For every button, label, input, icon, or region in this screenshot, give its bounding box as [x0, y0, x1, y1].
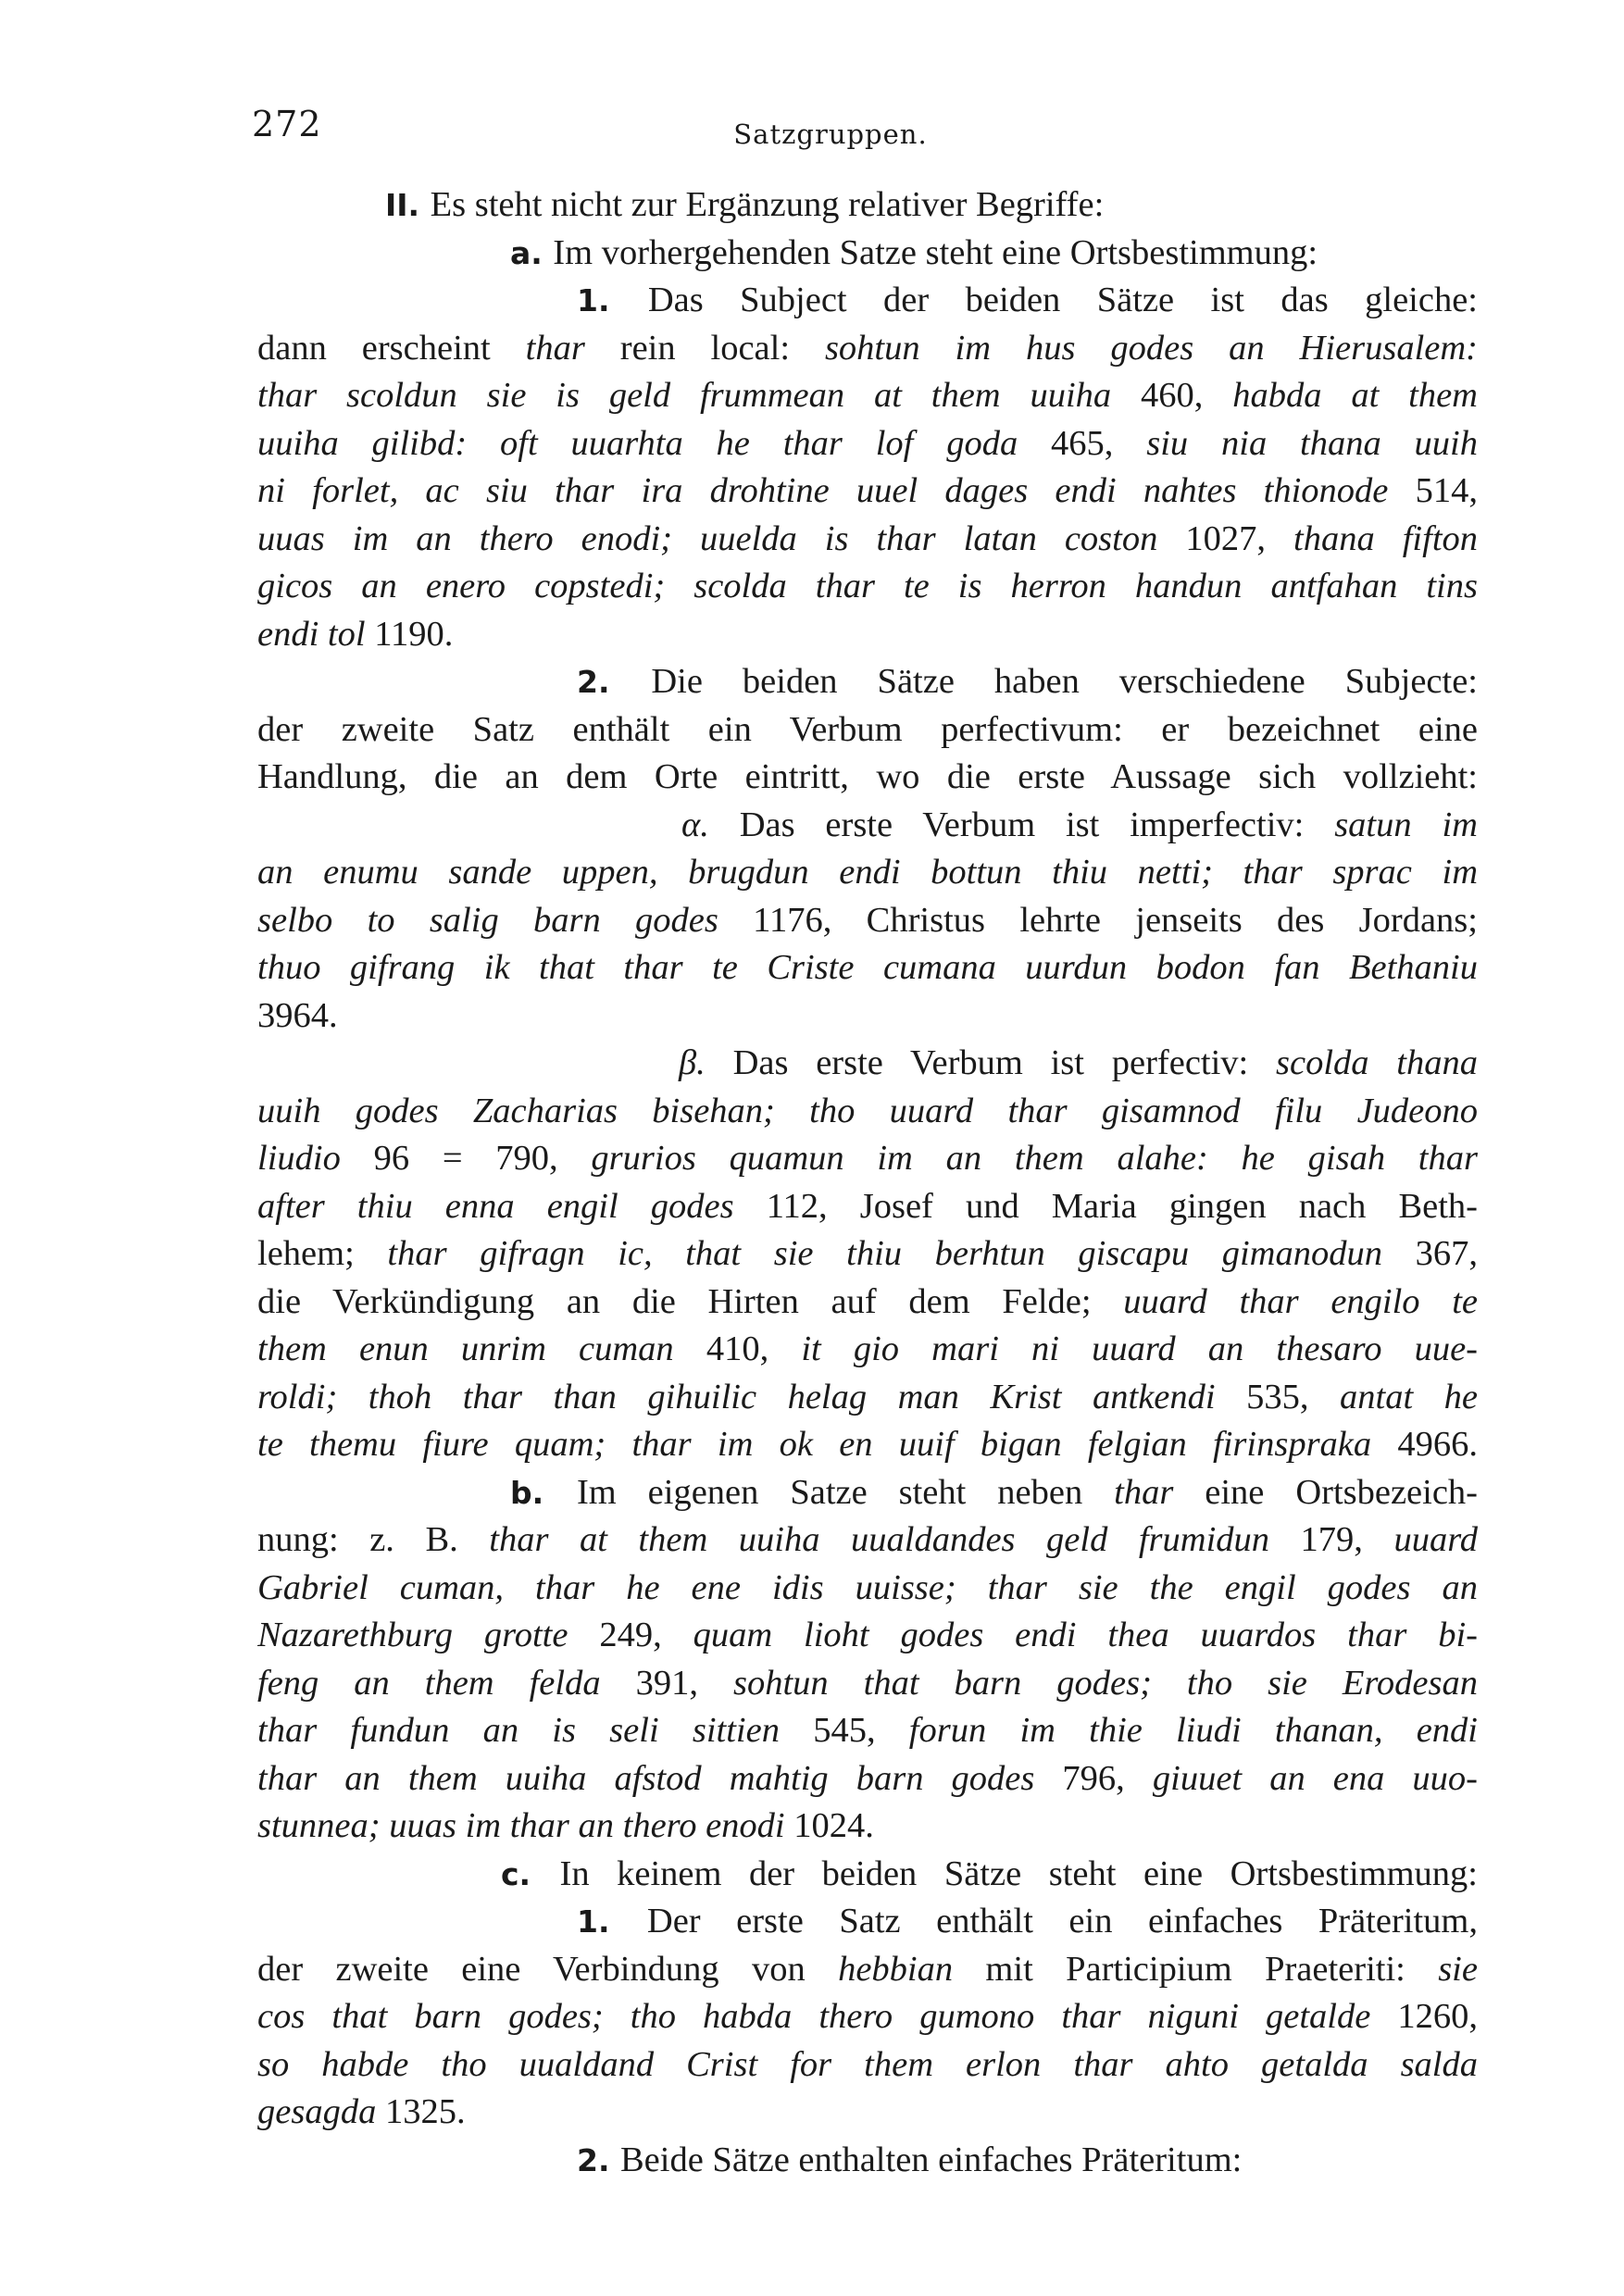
- text-segment: Nazarethburg grotte: [257, 1616, 568, 1654]
- text-segment: antat he: [1340, 1377, 1478, 1416]
- running-head: Satzgruppen.: [733, 119, 928, 150]
- text-segment: 391,: [600, 1663, 733, 1703]
- text-line: [257, 1279, 1478, 1327]
- text-line: [257, 1993, 1478, 2041]
- text-segment: gicos an enero copstedi; scolda thar te is herron handun antfahan tins: [257, 567, 1478, 605]
- text-segment: them enun unrim cuman: [257, 1329, 674, 1368]
- text-segment: 1027,: [1157, 518, 1294, 558]
- text-segment: In keinem der beiden Sätze steht eine Ortsbestimmung:: [559, 1853, 1478, 1893]
- text-segment: siu nia thana uuih: [1146, 423, 1478, 463]
- text-line: [257, 372, 1478, 420]
- text-segment: an enumu sande uppen, brugdun endi bottun thiu netti; thar sprac im: [257, 853, 1478, 892]
- text-segment: so habde tho uualdand Crist for them erlon thar ahto getalda salda: [257, 2044, 1478, 2084]
- text-segment: 112, Josef und Maria gingen nach Beth-: [733, 1186, 1478, 1226]
- text-segment: 367,: [1382, 1234, 1478, 1273]
- section-label: 2.: [577, 2141, 620, 2178]
- text-segment: satun im: [1334, 805, 1478, 844]
- text-segment: habda at them: [1232, 376, 1478, 415]
- text-segment: 1325.: [376, 2092, 466, 2131]
- text-segment: it gio mari ni uuard an thesaro uue-: [801, 1329, 1478, 1368]
- text-segment: roldi; thoh thar than gihuilic helag man Krist antkendi: [257, 1377, 1216, 1416]
- text-line: [257, 1469, 1478, 1517]
- text-segment: after thiu enna engil godes: [257, 1186, 734, 1226]
- text-segment: hebbian: [838, 1949, 954, 1989]
- text-segment: 514,: [1388, 471, 1478, 510]
- text-segment: Das erste Verbum ist imperfectiv:: [739, 805, 1335, 844]
- text-segment: thuo gifrang ik that thar te Criste cumana uurdun bodon fan Bethaniu: [257, 948, 1478, 987]
- text-segment: giuuet an ena uuo-: [1152, 1758, 1478, 1798]
- text-segment: Gabriel cuman, thar he ene idis uuisse; thar sie the engil godes an: [257, 1567, 1478, 1607]
- text-segment: thar fundun an is seli sittien: [257, 1711, 780, 1750]
- text-line: [257, 1612, 1478, 1660]
- text-segment: Handlung, die an dem Orte eintritt, wo die erste Aussage sich vollzieht:: [257, 757, 1478, 796]
- text-segment: der zweite Satz enthält ein Verbum perfectivum: er bezeichnet eine: [257, 709, 1478, 749]
- text-line: [257, 516, 1478, 564]
- text-line: [257, 1565, 1478, 1613]
- text-segment: 460,: [1111, 376, 1233, 415]
- text-segment: forun im thie liudi thanan, endi: [908, 1711, 1478, 1750]
- text-segment: 4966.: [1371, 1425, 1478, 1464]
- text-segment: quam lioht godes endi thea uuardos thar bi-: [693, 1616, 1478, 1654]
- page-number: 272: [252, 104, 322, 144]
- text-segment: thar gifragn ic, that sie thiu berhtun giscapu gimanodun: [387, 1234, 1382, 1273]
- text-segment: 179,: [1269, 1520, 1394, 1559]
- text-line: [257, 849, 1478, 897]
- text-line: [257, 992, 1478, 1041]
- text-segment: Im vorhergehenden Satze steht eine Ortsbestimmung:: [553, 232, 1318, 272]
- section-label: 1.: [577, 1903, 647, 1940]
- body-text: [257, 181, 1478, 2184]
- text-line: [257, 897, 1478, 945]
- text-line: [257, 1516, 1478, 1565]
- text-segment: liudio: [257, 1139, 341, 1178]
- text-segment: eine Ortsbezeich-: [1173, 1472, 1478, 1512]
- text-line: [257, 1898, 1478, 1946]
- text-segment: thar at them uuiha uualdandes geld frumidun: [489, 1520, 1270, 1559]
- text-line: [257, 181, 1478, 230]
- text-segment: 1190.: [365, 614, 454, 654]
- text-segment: lehem;: [257, 1234, 388, 1273]
- text-line: [257, 1660, 1478, 1708]
- text-line: [257, 611, 1478, 659]
- text-line: [257, 754, 1478, 802]
- text-segment: der zweite eine Verbindung von: [257, 1949, 839, 1989]
- text-line: [257, 658, 1478, 706]
- text-segment: rein local:: [584, 328, 825, 368]
- text-segment: 410,: [673, 1329, 802, 1368]
- text-segment: scolda thana: [1276, 1043, 1478, 1082]
- text-line: [257, 230, 1478, 278]
- text-line: [257, 563, 1478, 611]
- text-segment: nung: z. B.: [257, 1520, 490, 1559]
- text-segment: Der erste Satz enthält ein einfaches Präteritum,: [646, 1902, 1478, 1940]
- text-segment: α.: [681, 805, 740, 844]
- text-line: [257, 1183, 1478, 1231]
- text-segment: sohtun that barn godes; tho sie Erodesan: [732, 1663, 1478, 1703]
- text-segment: 545,: [779, 1711, 909, 1750]
- text-segment: stunnea; uuas im thar an thero enodi: [257, 1806, 785, 1845]
- section-label: b.: [510, 1474, 577, 1511]
- text-segment: uuas im an thero enodi; uuelda is thar latan coston: [257, 518, 1158, 558]
- text-line: [257, 1421, 1478, 1469]
- section-label: 1.: [577, 282, 648, 318]
- text-segment: sie: [1438, 1949, 1478, 1989]
- text-segment: grurios quamun im an them alahe: he gisah thar: [591, 1139, 1478, 1178]
- text-segment: 96 = 790,: [340, 1139, 592, 1178]
- text-line: [257, 1088, 1478, 1136]
- text-segment: thar an them uuiha afstod mahtig barn godes: [257, 1758, 1035, 1798]
- text-segment: Das erste Verbum ist perfectiv:: [732, 1043, 1277, 1082]
- text-line: [257, 944, 1478, 992]
- text-line: [257, 2041, 1478, 2090]
- section-label: a.: [510, 234, 554, 271]
- text-line: [257, 2137, 1478, 2185]
- text-line: [257, 1707, 1478, 1755]
- text-segment: selbo to salig barn godes: [257, 900, 718, 940]
- text-segment: gesagda: [257, 2092, 377, 2131]
- text-line: [257, 1040, 1478, 1088]
- text-segment: sohtun im hus godes an Hierusalem:: [824, 328, 1478, 368]
- section-label: c.: [501, 1855, 560, 1892]
- text-segment: uuiha gilibd: oft uuarhta he thar lof goda: [257, 423, 1018, 463]
- text-segment: 465,: [1018, 423, 1147, 463]
- text-line: [257, 325, 1478, 373]
- text-segment: te themu fiure quam; thar im ok en uuif bigan felgian firinspraka: [257, 1425, 1372, 1464]
- text-line: [257, 802, 1478, 850]
- text-line: [257, 1135, 1478, 1183]
- text-line: [257, 1851, 1478, 1899]
- text-segment: uuard: [1393, 1520, 1478, 1559]
- text-line: [257, 1755, 1478, 1803]
- text-segment: ni forlet, ac siu thar ira drohtine uuel dages endi nahtes thionode: [257, 471, 1389, 510]
- text-segment: uuih godes Zacharias bisehan; tho uuard thar gisamnod filu Judeono: [257, 1091, 1478, 1130]
- text-segment: thar: [1114, 1472, 1174, 1512]
- text-line: [257, 1230, 1478, 1279]
- text-segment: 249,: [568, 1616, 693, 1654]
- text-line: [257, 277, 1478, 325]
- text-line: [257, 1326, 1478, 1374]
- text-segment: dann erscheint: [257, 328, 526, 368]
- text-segment: feng an them felda: [257, 1663, 601, 1703]
- text-line: [257, 1374, 1478, 1422]
- text-line: [257, 1803, 1478, 1851]
- text-segment: Es steht nicht zur Ergänzung relativer Begriffe:: [430, 185, 1105, 224]
- section-label: 2.: [577, 664, 652, 700]
- text-segment: 1024.: [784, 1806, 874, 1845]
- text-segment: thar: [525, 328, 585, 368]
- text-segment: 1176, Christus lehrte jenseits des Jordans;: [718, 900, 1478, 940]
- text-segment: Das Subject der beiden Sätze ist das gleiche:: [647, 281, 1478, 319]
- text-segment: 1260,: [1370, 1997, 1478, 2036]
- text-segment: mit Participium Praeteriti:: [953, 1949, 1439, 1989]
- text-segment: thana fifton: [1293, 518, 1478, 558]
- text-segment: Beide Sätze enthalten einfaches Präteritum:: [620, 2140, 1243, 2179]
- section-label: II.: [385, 187, 431, 223]
- text-line: [257, 420, 1478, 468]
- text-segment: 3964.: [257, 995, 338, 1035]
- text-segment: cos that barn godes; tho habda thero gumono thar niguni getalde: [257, 1997, 1371, 2036]
- text-line: [257, 2089, 1478, 2137]
- text-segment: 796,: [1034, 1758, 1153, 1798]
- text-segment: endi tol: [257, 614, 366, 654]
- text-segment: Im eigenen Satze steht neben: [576, 1472, 1115, 1512]
- text-segment: die Verkündigung an die Hirten auf dem Felde;: [257, 1281, 1124, 1321]
- text-line: [257, 468, 1478, 516]
- text-segment: β.: [679, 1043, 733, 1082]
- text-segment: thar scoldun sie is geld frummean at them uuiha: [257, 376, 1112, 415]
- text-line: [257, 1946, 1478, 1994]
- text-segment: uuard thar engilo te: [1123, 1281, 1478, 1321]
- text-line: [257, 706, 1478, 755]
- text-segment: Die beiden Sätze haben verschiedene Subjecte:: [651, 662, 1478, 701]
- text-segment: 535,: [1215, 1377, 1340, 1416]
